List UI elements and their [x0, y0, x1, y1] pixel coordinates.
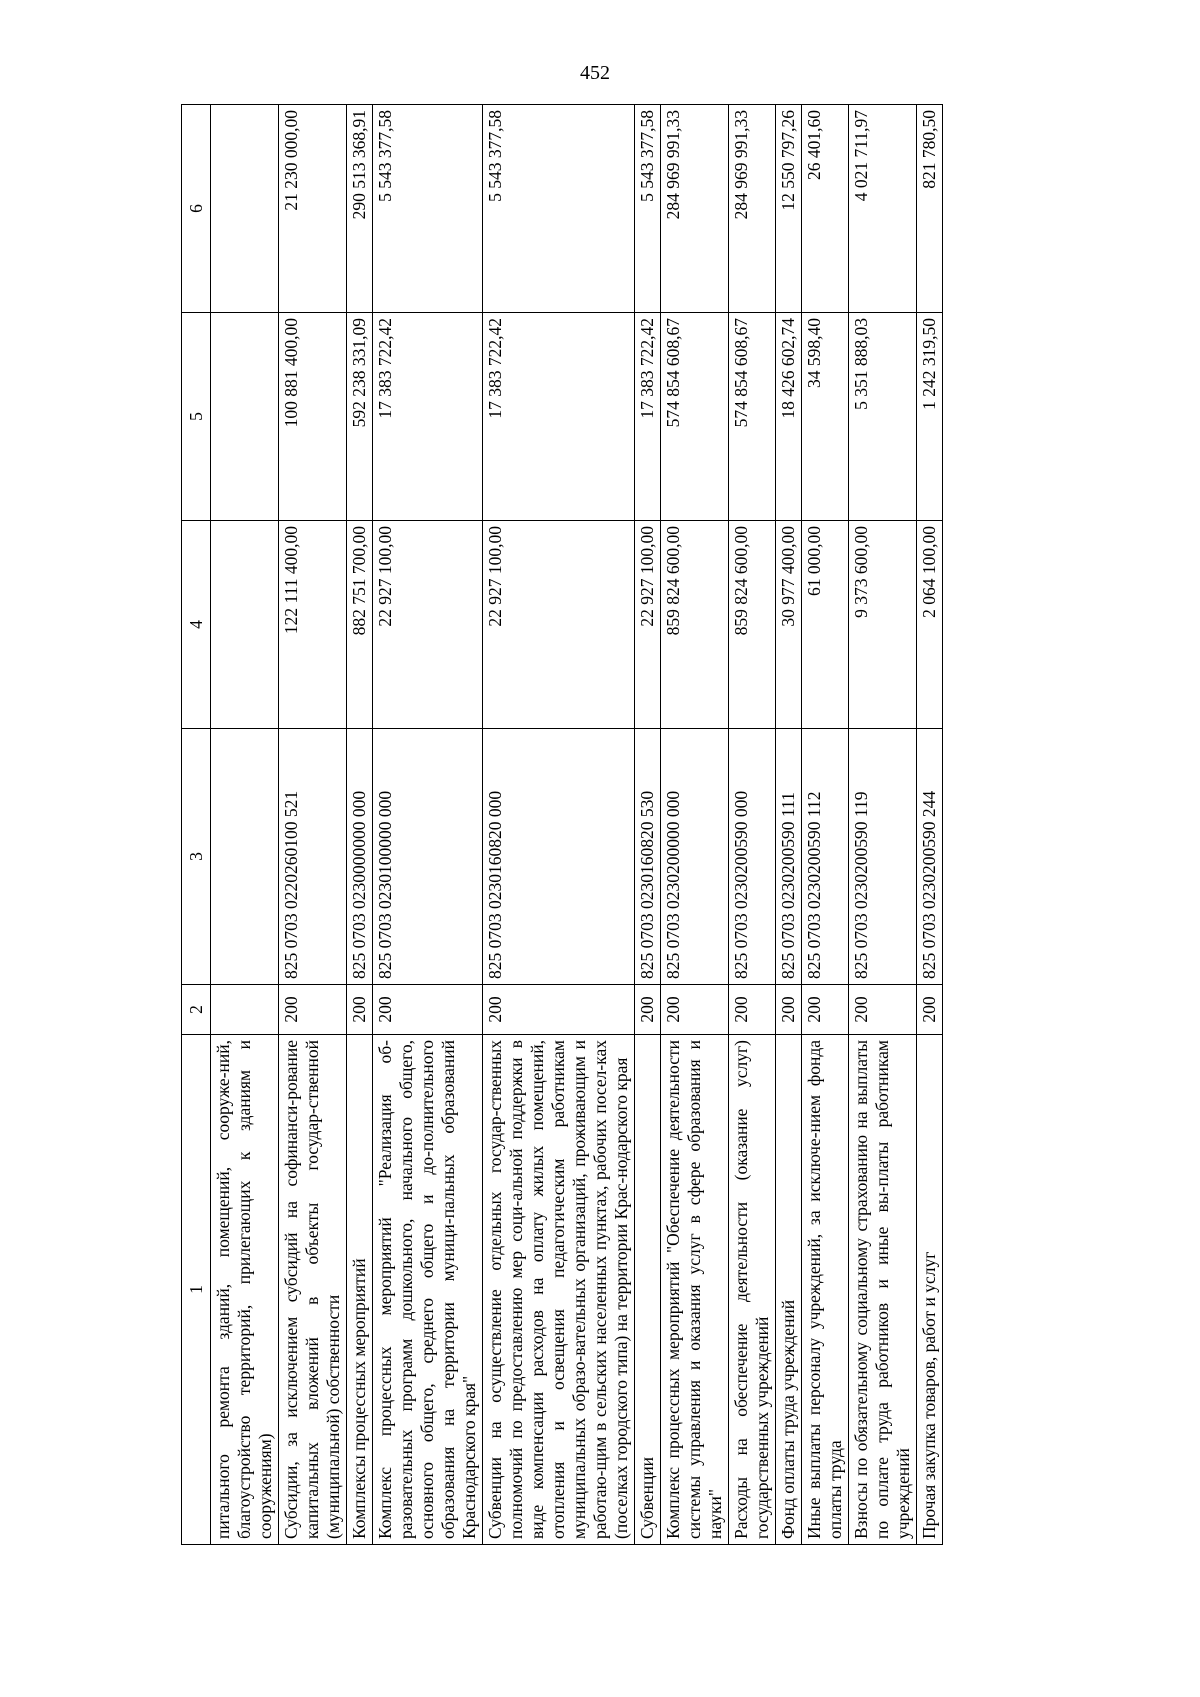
table-row — [635, 105, 661, 1545]
row-remainder: 290 513 368,91 — [347, 105, 373, 313]
row-code: 825 0703 0230000000 000 — [347, 729, 373, 985]
row-executed: 17 383 722,42 — [483, 313, 635, 521]
row-plan: 22 927 100,00 — [635, 521, 661, 729]
row-admin: 200 — [849, 985, 917, 1035]
row-code: 825 0703 0230160820 530 — [635, 729, 661, 985]
row-name: Субвенции на осуществление отдельных государ-ственных полномочий по предоставлению мер соци-альной поддержки в виде компенсации расходов на оплату жилых помещений, отопления и освещения педагогическим работникам муниципальных образо-вательных организаций, проживающим и работаю-щим в сельских населенных пунктах, рабочих посел-ках (поселках городского типа) на территории Крас-нодарского края — [483, 1035, 635, 1545]
row-code: 825 0703 0230200000 000 — [661, 729, 729, 985]
row-plan: 882 751 700,00 — [347, 521, 373, 729]
row-admin: 200 — [483, 985, 635, 1035]
row-executed: 592 238 331,09 — [347, 313, 373, 521]
row-plan: 22 927 100,00 — [373, 521, 483, 729]
row-executed: 17 383 722,42 — [373, 313, 483, 521]
row-executed: 18 426 602,74 — [776, 313, 802, 521]
row-plan: 859 824 600,00 — [661, 521, 729, 729]
row-executed: 100 881 400,00 — [279, 313, 347, 521]
row-admin: 200 — [279, 985, 347, 1035]
row-code: 825 0703 0230200590 112 — [802, 729, 849, 985]
row-plan: 122 111 400,00 — [279, 521, 347, 729]
row-plan: 22 927 100,00 — [483, 521, 635, 729]
row-plan — [211, 521, 279, 729]
table-row — [802, 105, 849, 1545]
row-admin — [211, 985, 279, 1035]
row-remainder: 21 230 000,00 — [279, 105, 347, 313]
column-header-3: 3 — [182, 729, 211, 985]
row-name: Субсидии, за исключением субсидий на софинанси-рование капитальных вложений в объекты государ-ственной (муниципальной) собственности — [279, 1035, 347, 1545]
row-name: Взносы по обязательному социальному страхованию на выплаты по оплате труда работников и иные вы-платы работникам учреждений — [849, 1035, 917, 1545]
column-header-1: 1 — [182, 1035, 211, 1545]
row-remainder: 26 401,60 — [802, 105, 849, 313]
table-row — [211, 105, 279, 1545]
row-executed: 574 854 608,67 — [729, 313, 776, 521]
row-name: Прочая закупка товаров, работ и услуг — [917, 1035, 943, 1545]
row-plan: 9 373 600,00 — [849, 521, 917, 729]
row-code: 825 0703 0230100000 000 — [373, 729, 483, 985]
row-remainder: 12 550 797,26 — [776, 105, 802, 313]
table-row — [776, 105, 802, 1545]
row-name: Субвенции — [635, 1035, 661, 1545]
row-admin: 200 — [729, 985, 776, 1035]
row-code: 825 0703 0230160820 000 — [483, 729, 635, 985]
table-row — [729, 105, 776, 1545]
row-executed: 1 242 319,50 — [917, 313, 943, 521]
table-row — [347, 105, 373, 1545]
row-admin: 200 — [373, 985, 483, 1035]
table-row — [661, 105, 729, 1545]
page-number: 452 — [580, 62, 610, 84]
row-remainder: 4 021 711,97 — [849, 105, 917, 313]
table-row — [849, 105, 917, 1545]
rotated-table-container — [181, 105, 996, 1545]
row-plan: 859 824 600,00 — [729, 521, 776, 729]
budget-table — [181, 104, 943, 1545]
row-code: 825 0703 0230200590 119 — [849, 729, 917, 985]
row-code: 825 0703 0230200590 111 — [776, 729, 802, 985]
row-remainder: 5 543 377,58 — [635, 105, 661, 313]
table-header-row — [182, 105, 211, 1545]
column-header-4: 4 — [182, 521, 211, 729]
row-plan: 2 064 100,00 — [917, 521, 943, 729]
table-row — [483, 105, 635, 1545]
row-executed: 574 854 608,67 — [661, 313, 729, 521]
row-plan: 30 977 400,00 — [776, 521, 802, 729]
table-row — [917, 105, 943, 1545]
row-executed: 34 598,40 — [802, 313, 849, 521]
row-code — [211, 729, 279, 985]
row-code: 825 0703 0230200590 244 — [917, 729, 943, 985]
row-admin: 200 — [347, 985, 373, 1035]
row-name: Фонд оплаты труда учреждений — [776, 1035, 802, 1545]
row-admin: 200 — [917, 985, 943, 1035]
row-name: Иные выплаты персоналу учреждений, за исключе-нием фонда оплаты труда — [802, 1035, 849, 1545]
row-plan: 61 000,00 — [802, 521, 849, 729]
row-remainder: 284 969 991,33 — [729, 105, 776, 313]
table-row — [373, 105, 483, 1545]
row-name: Комплекс процессных мероприятий "Реализация об-разовательных программ дошкольного, начального общего, основного общего, среднего общего и до-полнительного образования на территории муници-пальных образований Краснодарского края" — [373, 1035, 483, 1545]
row-code: 825 0703 0230200590 000 — [729, 729, 776, 985]
row-name: Комплексы процессных мероприятий — [347, 1035, 373, 1545]
column-header-6: 6 — [182, 105, 211, 313]
row-admin: 200 — [776, 985, 802, 1035]
row-code: 825 0703 0220260100 521 — [279, 729, 347, 985]
row-executed — [211, 313, 279, 521]
row-name: питального ремонта зданий, помещений, сооруже-ний, благоустройство территорий, прилегающих к зданиям и сооружениям) — [211, 1035, 279, 1545]
column-header-2: 2 — [182, 985, 211, 1035]
row-admin: 200 — [635, 985, 661, 1035]
row-admin: 200 — [802, 985, 849, 1035]
column-header-5: 5 — [182, 313, 211, 521]
row-admin: 200 — [661, 985, 729, 1035]
row-remainder: 821 780,50 — [917, 105, 943, 313]
row-name: Комплекс процессных мероприятий "Обеспечение деятельности системы управления и оказания услуг в сфере образования и науки" — [661, 1035, 729, 1545]
row-name: Расходы на обеспечение деятельности (оказание услуг) государственных учреждений — [729, 1035, 776, 1545]
row-remainder: 5 543 377,58 — [483, 105, 635, 313]
row-remainder: 5 543 377,58 — [373, 105, 483, 313]
row-executed: 5 351 888,03 — [849, 313, 917, 521]
table-row — [279, 105, 347, 1545]
row-remainder: 284 969 991,33 — [661, 105, 729, 313]
row-executed: 17 383 722,42 — [635, 313, 661, 521]
row-remainder — [211, 105, 279, 313]
